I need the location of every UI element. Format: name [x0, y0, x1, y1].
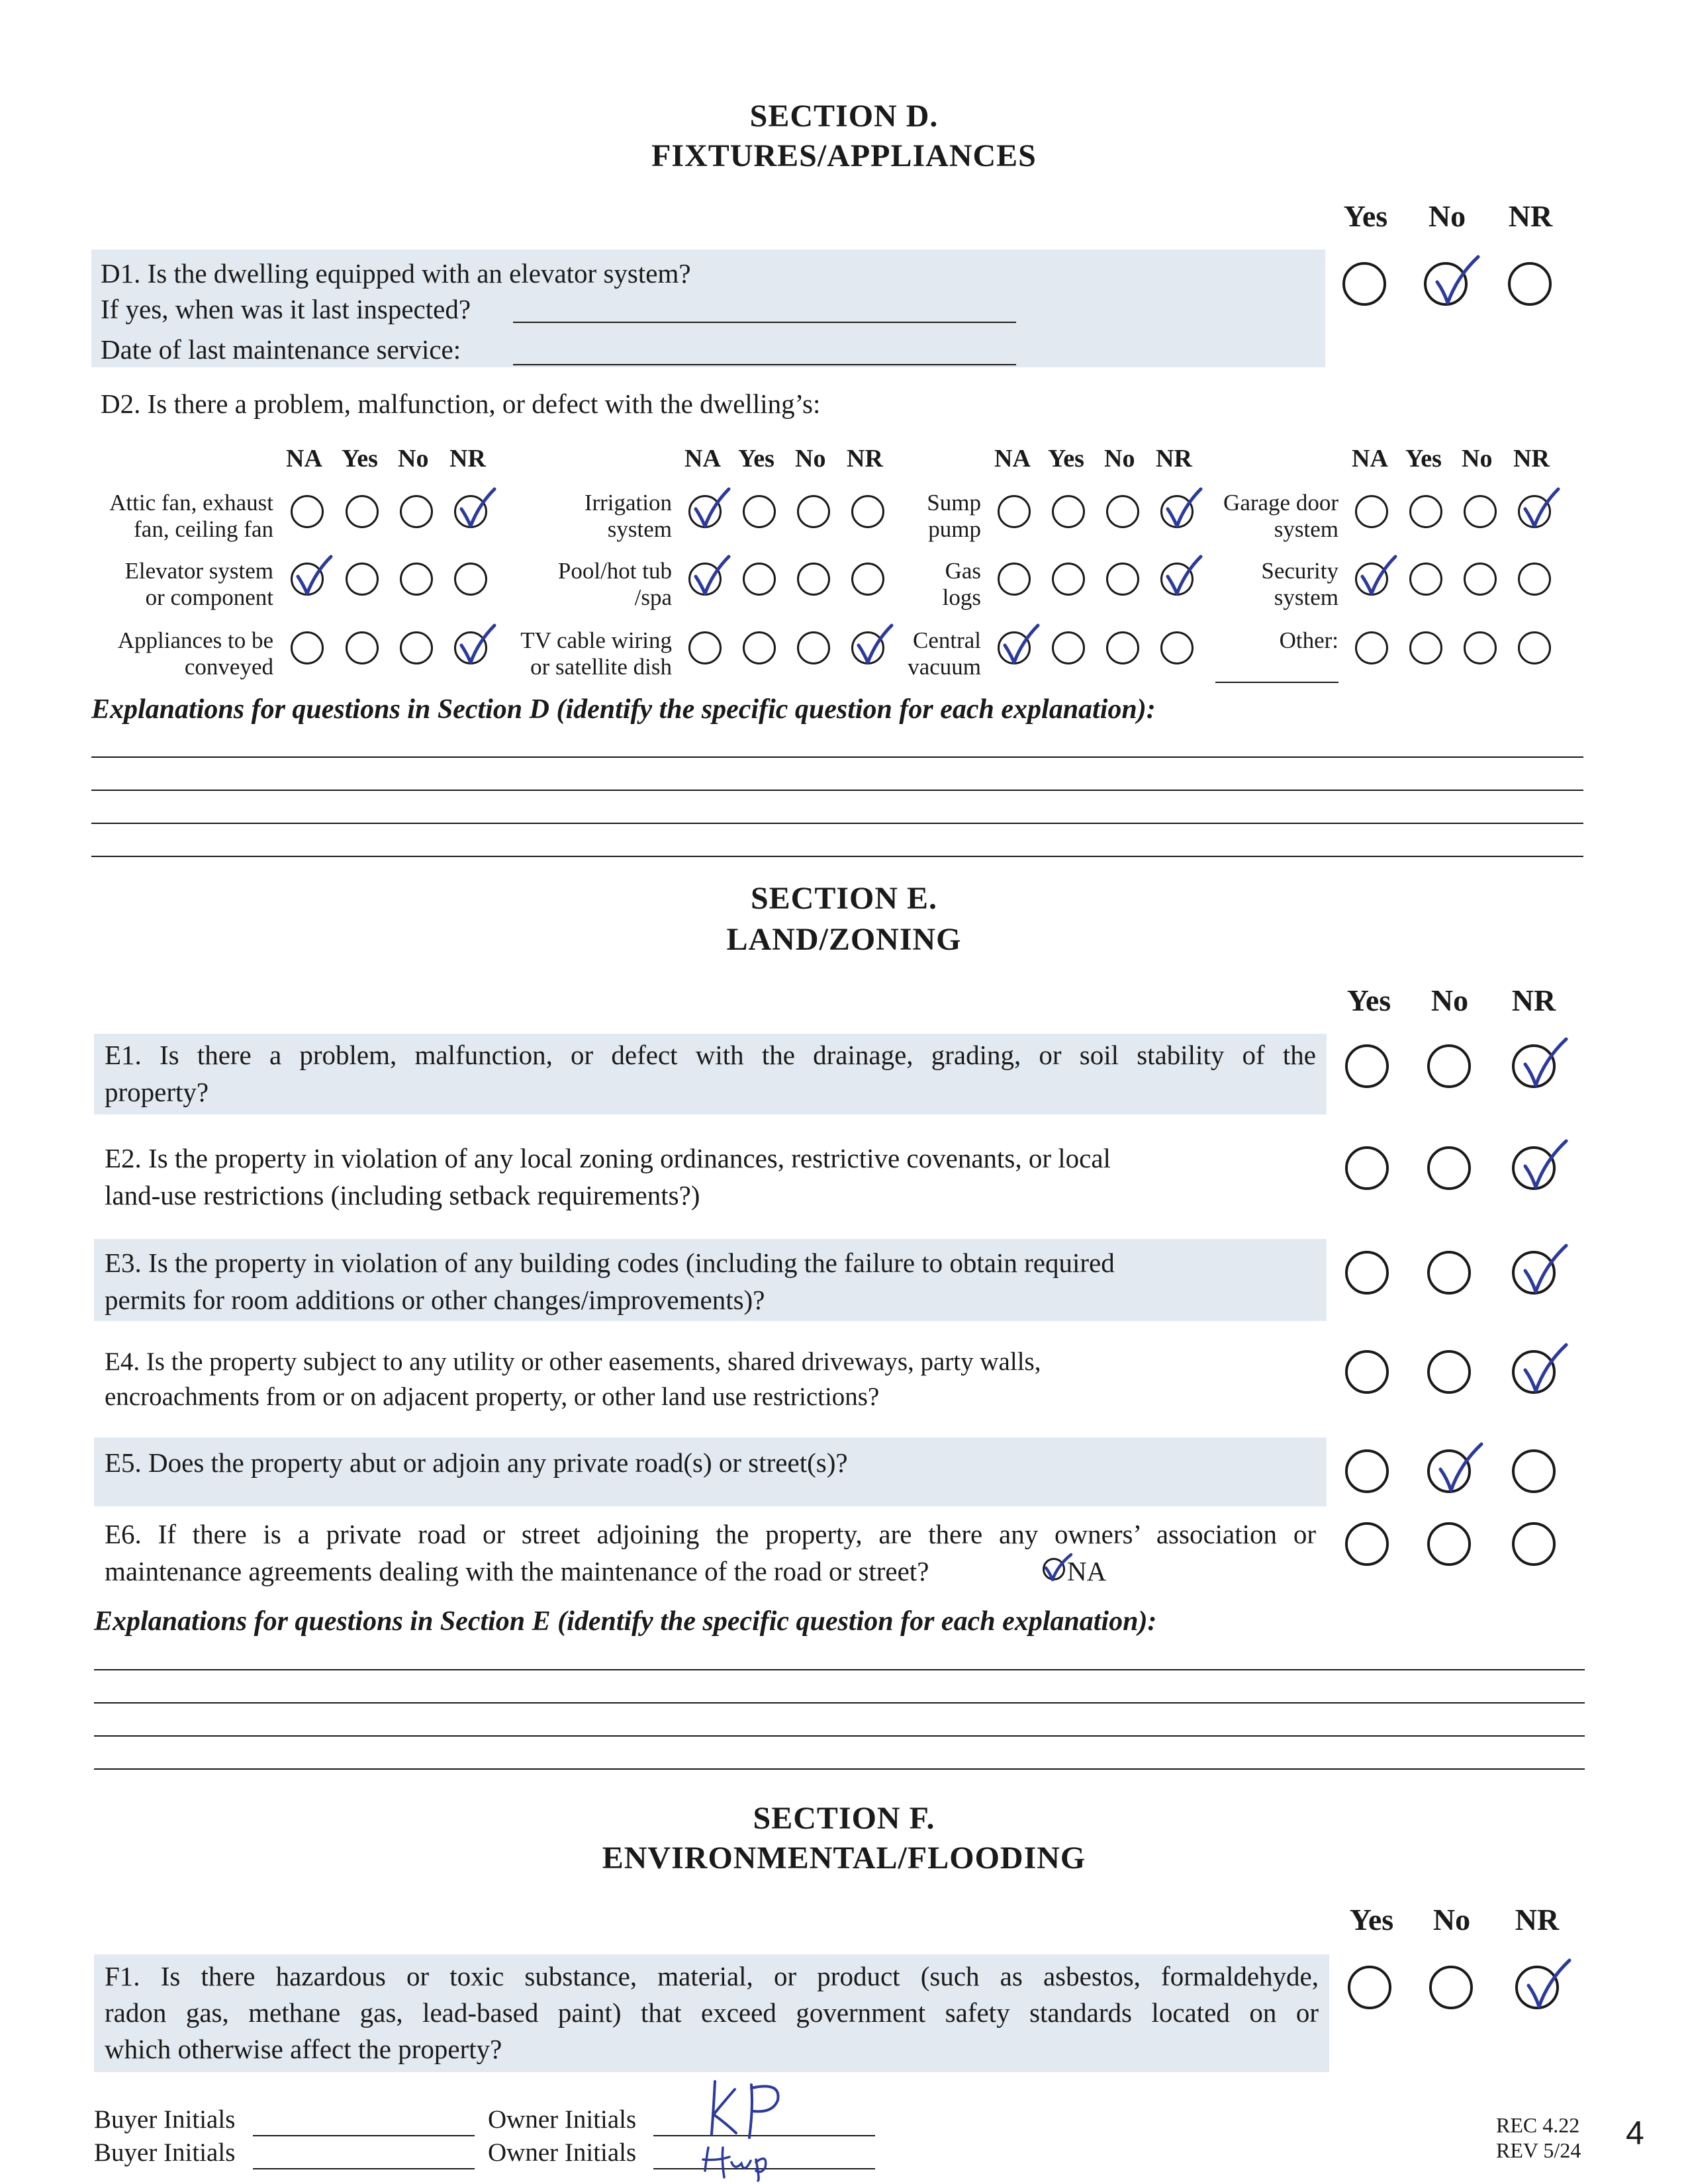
grid4-yes-header: Yes [1405, 445, 1442, 473]
grid2-na-header: NA [684, 445, 721, 473]
tv-cable-nr-radio[interactable] [851, 631, 884, 664]
grid3-yes-header: Yes [1048, 445, 1084, 473]
owner-initials-label-2: Owner Initials [488, 2138, 637, 2167]
e6-question-line1: E6. If there is a private road or street adjoining the property, are there any owners’ association or [105, 1519, 1316, 1549]
checkmark-icon [1511, 1338, 1570, 1404]
nr-column-header: NR [1515, 1903, 1560, 1936]
d2-question: D2. Is there a problem, malfunction, or defect with the dwelling’s: [101, 388, 821, 419]
e6-na-radio[interactable] [1043, 1558, 1065, 1580]
security-na-radio[interactable] [1355, 563, 1388, 596]
d2-garage-door-label: Garage door system [1223, 490, 1338, 542]
checkmark-icon [685, 484, 731, 537]
checkmark-icon [1423, 250, 1482, 316]
checkmark-icon [1426, 1437, 1485, 1504]
e5-question-line1: E5. Does the property abut or adjoin any private road(s) or street(s)? [105, 1447, 848, 1478]
section-e-explanation-line[interactable] [94, 1702, 1585, 1704]
e1-yes-radio[interactable] [1345, 1044, 1389, 1088]
grid2-no-header: No [795, 445, 826, 473]
attic-fan-no-radio[interactable] [400, 495, 433, 528]
f1-nr-radio[interactable] [1515, 1966, 1559, 2009]
section-d-title: SECTION D. [749, 99, 939, 134]
d2-attic-fan-label: Attic fan, exhaust fan, ceiling fan [109, 490, 273, 542]
attic-fan-nr-radio[interactable] [454, 495, 487, 528]
f1-question-line2: radon gas, methane gas, lead-based paint) that exceed government safety standards located on or [105, 1997, 1319, 2028]
e4-question-line1: E4. Is the property subject to any utility or other easements, shared driveways, party walls, [105, 1347, 1041, 1376]
form-code-line1: REC 4.22 [1496, 2113, 1580, 2137]
attic-fan-yes-radio[interactable] [346, 495, 379, 528]
gas-logs-yes-radio[interactable] [1052, 563, 1085, 596]
e1-no-radio[interactable] [1427, 1044, 1471, 1088]
checkmark-icon [1511, 1134, 1570, 1201]
other-na-radio[interactable] [1355, 631, 1388, 664]
appliances-yes-radio[interactable] [346, 631, 379, 664]
section-d-explanation-heading: Explanations for questions in Section D (identify the specific question for each explanation): [91, 694, 1156, 725]
central-vacuum-nr-radio[interactable] [1160, 631, 1194, 664]
checkmark-icon [1514, 1954, 1573, 2020]
e4-question-line2: encroachments from or on adjacent property, or other land use restrictions? [105, 1383, 880, 1411]
appliances-no-radio[interactable] [400, 631, 433, 664]
e2-question-line1: E2. Is the property in violation of any local zoning ordinances, restrictive covenants, or local [105, 1143, 1111, 1173]
sump-pump-no-radio[interactable] [1106, 495, 1139, 528]
section-d-explanation-line[interactable] [91, 790, 1583, 791]
d1-question-line2: If yes, when was it last inspected? [101, 294, 471, 324]
central-vacuum-yes-radio[interactable] [1052, 631, 1085, 664]
checkmark-icon [1515, 484, 1561, 537]
central-vacuum-no-radio[interactable] [1106, 631, 1139, 664]
gas-logs-na-radio[interactable] [998, 563, 1031, 596]
no-column-header: No [1428, 199, 1466, 233]
d2-pool-label: Pool/hot tub /spa [557, 558, 672, 610]
gas-logs-no-radio[interactable] [1106, 563, 1139, 596]
irrigation-no-radio[interactable] [797, 495, 830, 528]
section-d-explanation-line[interactable] [91, 856, 1583, 857]
d2-central-vacuum-label: Central vacuum [908, 627, 981, 680]
garage-door-nr-radio[interactable] [1518, 495, 1551, 528]
form-code-line2: REV 5/24 [1496, 2138, 1581, 2161]
d2-sump-pump-label: Sump pump [927, 490, 981, 542]
checkmark-icon [287, 551, 334, 604]
elevator-na-radio[interactable] [291, 563, 324, 596]
sump-pump-nr-radio[interactable] [1160, 495, 1194, 528]
e2-no-radio[interactable] [1427, 1146, 1471, 1190]
d1-maintenance-date-field[interactable] [513, 364, 1016, 365]
e5-nr-radio[interactable] [1512, 1449, 1556, 1493]
grid4-nr-header: NR [1513, 445, 1550, 473]
e3-question-line1: E3. Is the property in violation of any building codes (including the failure to obtain required [105, 1248, 1115, 1278]
grid3-no-header: No [1104, 445, 1135, 473]
e2-question-line2: land-use restrictions (including setback requirements?) [105, 1180, 700, 1210]
e1-question-line2: property? [105, 1077, 209, 1107]
d2-irrigation-label: Irrigation system [584, 490, 672, 542]
nr-column-header: NR [1511, 983, 1556, 1017]
section-e-explanation-line[interactable] [94, 1735, 1585, 1737]
buyer-initials-label: Buyer Initials [94, 2105, 236, 2134]
other-nr-radio[interactable] [1518, 631, 1551, 664]
e3-yes-radio[interactable] [1345, 1251, 1389, 1295]
nr-column-header: NR [1508, 199, 1553, 233]
grid1-no-header: No [398, 445, 429, 473]
buyer-initials-label-2: Buyer Initials [94, 2138, 236, 2167]
irrigation-na-radio[interactable] [688, 495, 722, 528]
elevator-nr-radio[interactable] [454, 563, 487, 596]
e5-yes-radio[interactable] [1345, 1449, 1389, 1493]
security-no-radio[interactable] [1464, 563, 1497, 596]
grid2-yes-header: Yes [738, 445, 774, 473]
e3-question-line2: permits for room additions or other changes/improvements)? [105, 1285, 765, 1315]
e3-no-radio[interactable] [1427, 1251, 1471, 1295]
security-yes-radio[interactable] [1409, 563, 1442, 596]
checkmark-icon [685, 551, 731, 604]
sump-pump-na-radio[interactable] [998, 495, 1031, 528]
pool-na-radio[interactable] [688, 563, 722, 596]
garage-door-na-radio[interactable] [1355, 495, 1388, 528]
tv-cable-no-radio[interactable] [797, 631, 830, 664]
grid4-no-header: No [1462, 445, 1493, 473]
e5-no-radio[interactable] [1427, 1449, 1471, 1493]
tv-cable-yes-radio[interactable] [743, 631, 776, 664]
pool-nr-radio[interactable] [851, 563, 884, 596]
d1-yes-radio[interactable] [1342, 262, 1386, 306]
f1-question-line3: which otherwise affect the property? [105, 2034, 502, 2064]
grid1-na-header: NA [286, 445, 322, 473]
f1-question-line1: F1. Is there hazardous or toxic substance, material, or product (such as asbestos, formaldehyde, [105, 1961, 1319, 1991]
owner-initials-label: Owner Initials [488, 2105, 637, 2134]
e2-nr-radio[interactable] [1512, 1146, 1556, 1190]
sump-pump-yes-radio[interactable] [1052, 495, 1085, 528]
e1-question-line1: E1. Is there a problem, malfunction, or defect with the drainage, grading, or soil stability of the [105, 1040, 1316, 1070]
d2-appliances-label: Appliances to be conveyed [117, 627, 273, 680]
section-e-explanation-heading: Explanations for questions in Section E (identify the specific question for each explanation): [94, 1606, 1157, 1637]
checkmark-icon [1511, 1239, 1570, 1305]
e6-nr-radio[interactable] [1512, 1522, 1556, 1566]
d2-other-field[interactable] [1215, 682, 1338, 683]
other-no-radio[interactable] [1464, 631, 1497, 664]
checkmark-icon [1157, 484, 1203, 537]
buyer-initials-field[interactable] [253, 2135, 475, 2136]
checkmark-icon [994, 620, 1041, 673]
page-number: 4 [1626, 2115, 1644, 2152]
checkmark-icon [1352, 551, 1398, 604]
d2-tv-cable-label: TV cable wiring or satellite dish [520, 627, 672, 680]
checkmark-icon [451, 620, 497, 673]
section-e-explanation-line[interactable] [94, 1669, 1585, 1670]
e3-nr-radio[interactable] [1512, 1251, 1556, 1295]
garage-door-no-radio[interactable] [1464, 495, 1497, 528]
d2-other-label: Other: [1279, 627, 1338, 653]
e6-question-line2: maintenance agreements dealing with the maintenance of the road or street? [105, 1556, 929, 1586]
section-f-subtitle: ENVIRONMENTAL/FLOODING [602, 1841, 1086, 1876]
yes-column-header: Yes [1343, 199, 1388, 233]
irrigation-nr-radio[interactable] [851, 495, 884, 528]
buyer-initials-field-2[interactable] [253, 2168, 475, 2169]
appliances-nr-radio[interactable] [454, 631, 487, 664]
checkmark-icon [1511, 1032, 1570, 1099]
garage-door-yes-radio[interactable] [1409, 495, 1442, 528]
d2-security-label: Security system [1261, 558, 1338, 610]
f1-yes-radio[interactable] [1348, 1966, 1391, 2009]
d1-question-line1: D1. Is the dwelling equipped with an elevator system? [101, 258, 691, 289]
e1-nr-radio[interactable] [1512, 1044, 1556, 1088]
f1-no-radio[interactable] [1429, 1966, 1473, 2009]
e6-yes-radio[interactable] [1345, 1522, 1389, 1566]
yes-column-header: Yes [1349, 1903, 1394, 1936]
checkmark-icon [848, 620, 894, 673]
section-d-explanation-line[interactable] [91, 823, 1583, 824]
section-f-title: SECTION F. [753, 1801, 935, 1836]
e6-no-radio[interactable] [1427, 1522, 1471, 1566]
e2-yes-radio[interactable] [1345, 1146, 1389, 1190]
appliances-na-radio[interactable] [291, 631, 324, 664]
grid1-yes-header: Yes [342, 445, 378, 473]
grid3-na-header: NA [994, 445, 1031, 473]
owner-signature-icon [695, 2075, 827, 2184]
irrigation-yes-radio[interactable] [743, 495, 776, 528]
central-vacuum-na-radio[interactable] [998, 631, 1031, 664]
pool-no-radio[interactable] [797, 563, 830, 596]
e4-no-radio[interactable] [1427, 1350, 1471, 1394]
e4-yes-radio[interactable] [1345, 1350, 1389, 1394]
checkmark-icon [1157, 551, 1203, 604]
grid1-nr-header: NR [449, 445, 486, 473]
section-d-subtitle: FIXTURES/APPLIANCES [651, 138, 1037, 173]
elevator-yes-radio[interactable] [346, 563, 379, 596]
d2-elevator-label: Elevator system or component [124, 558, 273, 610]
section-d-explanation-line[interactable] [91, 756, 1583, 758]
other-yes-radio[interactable] [1409, 631, 1442, 664]
no-column-header: No [1432, 1903, 1471, 1936]
d1-no-radio[interactable] [1424, 262, 1468, 306]
no-column-header: No [1430, 983, 1469, 1017]
e6-na-label: NA [1067, 1556, 1107, 1586]
pool-yes-radio[interactable] [743, 563, 776, 596]
d1-nr-radio[interactable] [1508, 262, 1552, 306]
grid3-nr-header: NR [1156, 445, 1192, 473]
security-nr-radio[interactable] [1518, 563, 1551, 596]
yes-column-header: Yes [1346, 983, 1391, 1017]
attic-fan-na-radio[interactable] [291, 495, 324, 528]
e4-nr-radio[interactable] [1512, 1350, 1556, 1394]
d1-inspection-date-field[interactable] [513, 322, 1016, 323]
d2-gas-logs-label: Gas logs [942, 558, 981, 610]
checkmark-icon [451, 484, 497, 537]
grid2-nr-header: NR [847, 445, 883, 473]
d1-question-line3: Date of last maintenance service: [101, 334, 461, 365]
section-e-subtitle: LAND/ZONING [726, 922, 962, 957]
tv-cable-na-radio[interactable] [688, 631, 722, 664]
section-e-explanation-line[interactable] [94, 1768, 1585, 1770]
section-e-title: SECTION E. [750, 881, 938, 916]
gas-logs-nr-radio[interactable] [1160, 563, 1194, 596]
elevator-no-radio[interactable] [400, 563, 433, 596]
grid4-na-header: NA [1352, 445, 1388, 473]
